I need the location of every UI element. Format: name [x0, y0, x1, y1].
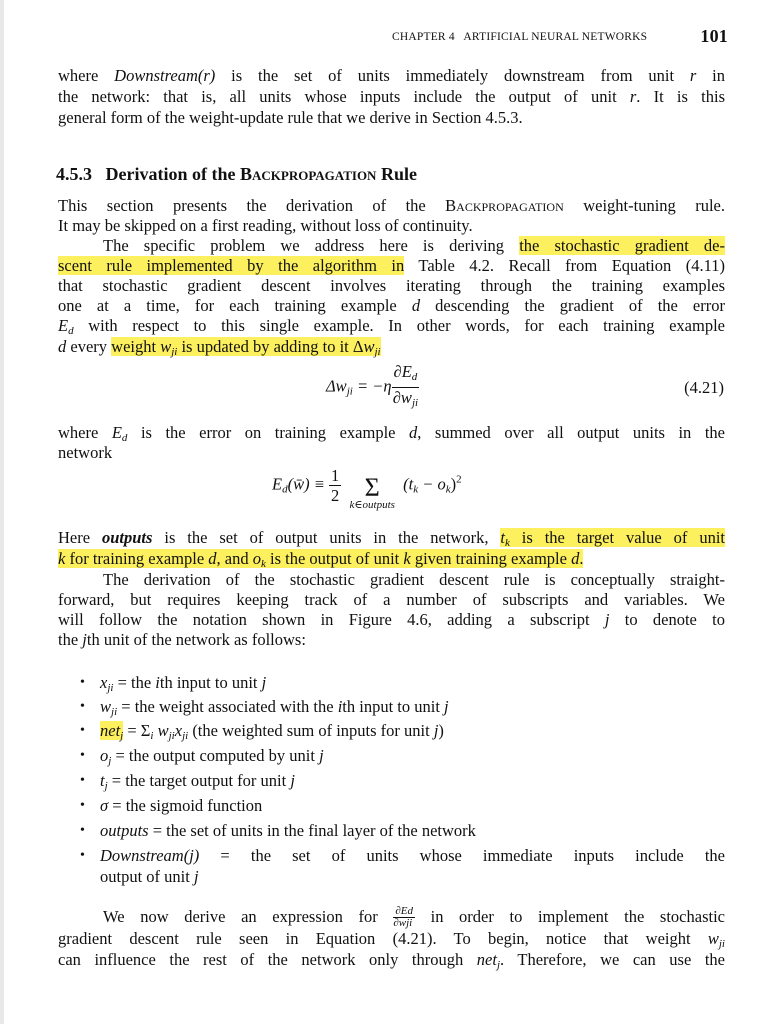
text-line: This section presents the derivation of the Backpropagation weight-tuning rule.: [58, 196, 725, 215]
text-line: network: [58, 443, 113, 462]
text-line: $E_d$ with respect to this single example. In other words, for each training example: [58, 316, 725, 337]
section-heading: 4.5.3 Derivation of the Backpropagation Rule: [56, 164, 417, 184]
page-number: 101: [700, 26, 728, 46]
text-line: Here outputs is the set of output units in the network, $t_k$ is the target value of unit: [58, 528, 725, 549]
text-line: will follow the notation shown in Figure 4.6, adding a subscript j to denote to: [58, 610, 725, 629]
text-line: We now derive an expression for $\frac{\partial Ed}{\text{∂wji}}$ in order to implement the stochastic: [103, 905, 725, 929]
text-line: where Downstream(r) is the set of units immediately downstream from unit r in: [58, 66, 725, 85]
text-line: It may be skipped on a first reading, without loss of continuity.: [58, 216, 473, 235]
text-line: where $E_d$ is the error on training example d, summed over all output units in the: [58, 423, 725, 444]
highlight: net$_j$: [100, 721, 124, 742]
book-page: CHAPTER 4 ARTIFICIAL NEURAL NETWORKS 101 where Downstream(r) is the set of units immediately downstream from unit r in the network: that is, all units whose inputs include the output of unit r. It is this general form of the weight-update rule that we derive in Section 4.5.3. 4.5.3 Derivation of the Backpropagation Rule This section presents the derivation of the Backpropagation weight-tuning rule. It may be skipped on a first reading, without loss of continuity. The specific problem we address here is deriving the stochastic gradient de- scent rule implemented by the algorithm in Table 4.2. Recall from Equation (4.11) that stochastic gradient descent involves iterating through the training examples one at a time, for each training example d descending the gradient of the error $E_d$ with respect to this single example. In other words, for each training example d every weight $w_{ji}$ is updated by adding to it $\Delta w_{ji}$ $\Delta w_{ji} = -\eta$ $\frac{\partial E_d}{\partial w_{ji}}$ (4.21) where $E_d$ is the error on training example d, summed over all output units in the network $E_d(w̄)$ ≡ $\frac{1}{2}$ Σ k∈outputs $(t_k - o_k)^2$ Here outputs is the set of output units in the network, $t_k$ is the target value of unit k for training example d, and $o_k$ is the output of unit k given training example d. The derivation of the stochastic gradient descent rule is conceptually straight- forward, but requires keeping track of a number of subscripts and variables. We will follow the notation shown in Figure 4.6, adding a subscript j to denote to the jth unit of the network as follows: • $x_{ji}$ = the ith input to unit j • $w_{ji}$ = the weight associated with the ith input to unit j • $net_j = \Sigma_i$ $w_{ji}x_{ji}$ (the weighted sum of inputs for unit j) • $o_j$ = the output computed by unit j • $t_j$ = the target output for unit j • σ = the sigmoid function • outputs = the set of units in the final layer of the network • Downstream(j) = the set of units whose immediate inputs include the output of unit j We now derive an expression for $\frac{\partial Ed}{\text{∂wji}}$ in order to implement the stochastic gradient descent rule seen in Equation (4.21). To begin, notice that weight $w_{ji}$ can influence the rest of the network only through net$_j$. Therefore, we can use the: [0, 0, 768, 1024]
equation-error: $E_d(w̄)$ ≡ $\frac{1}{2}$ Σ k∈outputs $(t_k - o_k)^2$: [272, 466, 462, 511]
text-line: d every weight $w_{ji}$ is updated by adding to it $\Delta w_{ji}$: [58, 337, 381, 358]
page-edge-shadow: [0, 0, 4, 1024]
highlight: k for training example d, and $o_k$ is the output of unit k given training example d.: [58, 549, 584, 570]
text-line: one at a time, for each training example d descending the gradient of the error: [58, 296, 725, 315]
text-line: general form of the weight-update rule that we derive in Section 4.5.3.: [58, 108, 523, 127]
text-line: can influence the rest of the network only through net$_j$. Therefore, we can use the: [58, 950, 725, 971]
text-line: forward, but requires keeping track of a number of subscripts and variables. We: [58, 590, 725, 609]
text-line: the network: that is, all units whose inputs include the output of unit r. It is this: [58, 87, 725, 106]
running-header: [392, 26, 728, 46]
text-line: scent rule implemented by the algorithm in Table 4.2. Recall from Equation (4.11): [58, 256, 725, 275]
equation-4-21: $\Delta w_{ji} = -\eta$ $\frac{\partial E_d}{\partial w_{ji}}$: [326, 362, 419, 409]
text-line: the jth unit of the network as follows:: [58, 630, 306, 649]
header-title: ARTIFICIAL NEURAL NETWORKS: [463, 31, 648, 43]
highlight: scent rule implemented by the algorithm in: [58, 256, 405, 275]
highlight: the stochastic gradient de-: [519, 236, 725, 255]
text-line: The derivation of the stochastic gradient descent rule is conceptually straight-: [103, 570, 725, 589]
equation-number: (4.21): [684, 378, 724, 397]
text-line: that stochastic gradient descent involves iterating through the training examples: [58, 276, 725, 295]
text-line: gradient descent rule seen in Equation (4.21). To begin, notice that weight $w_{ji}$: [58, 929, 725, 950]
header-chapter: CHAPTER 4: [392, 31, 455, 43]
highlight: $t_k$ is the target value of unit: [500, 528, 725, 549]
text-line: The specific problem we address here is deriving the stochastic gradient de-: [103, 236, 725, 255]
highlight: weight $w_{ji}$ is updated by adding to it $\Delta w_{ji}$: [111, 337, 381, 358]
